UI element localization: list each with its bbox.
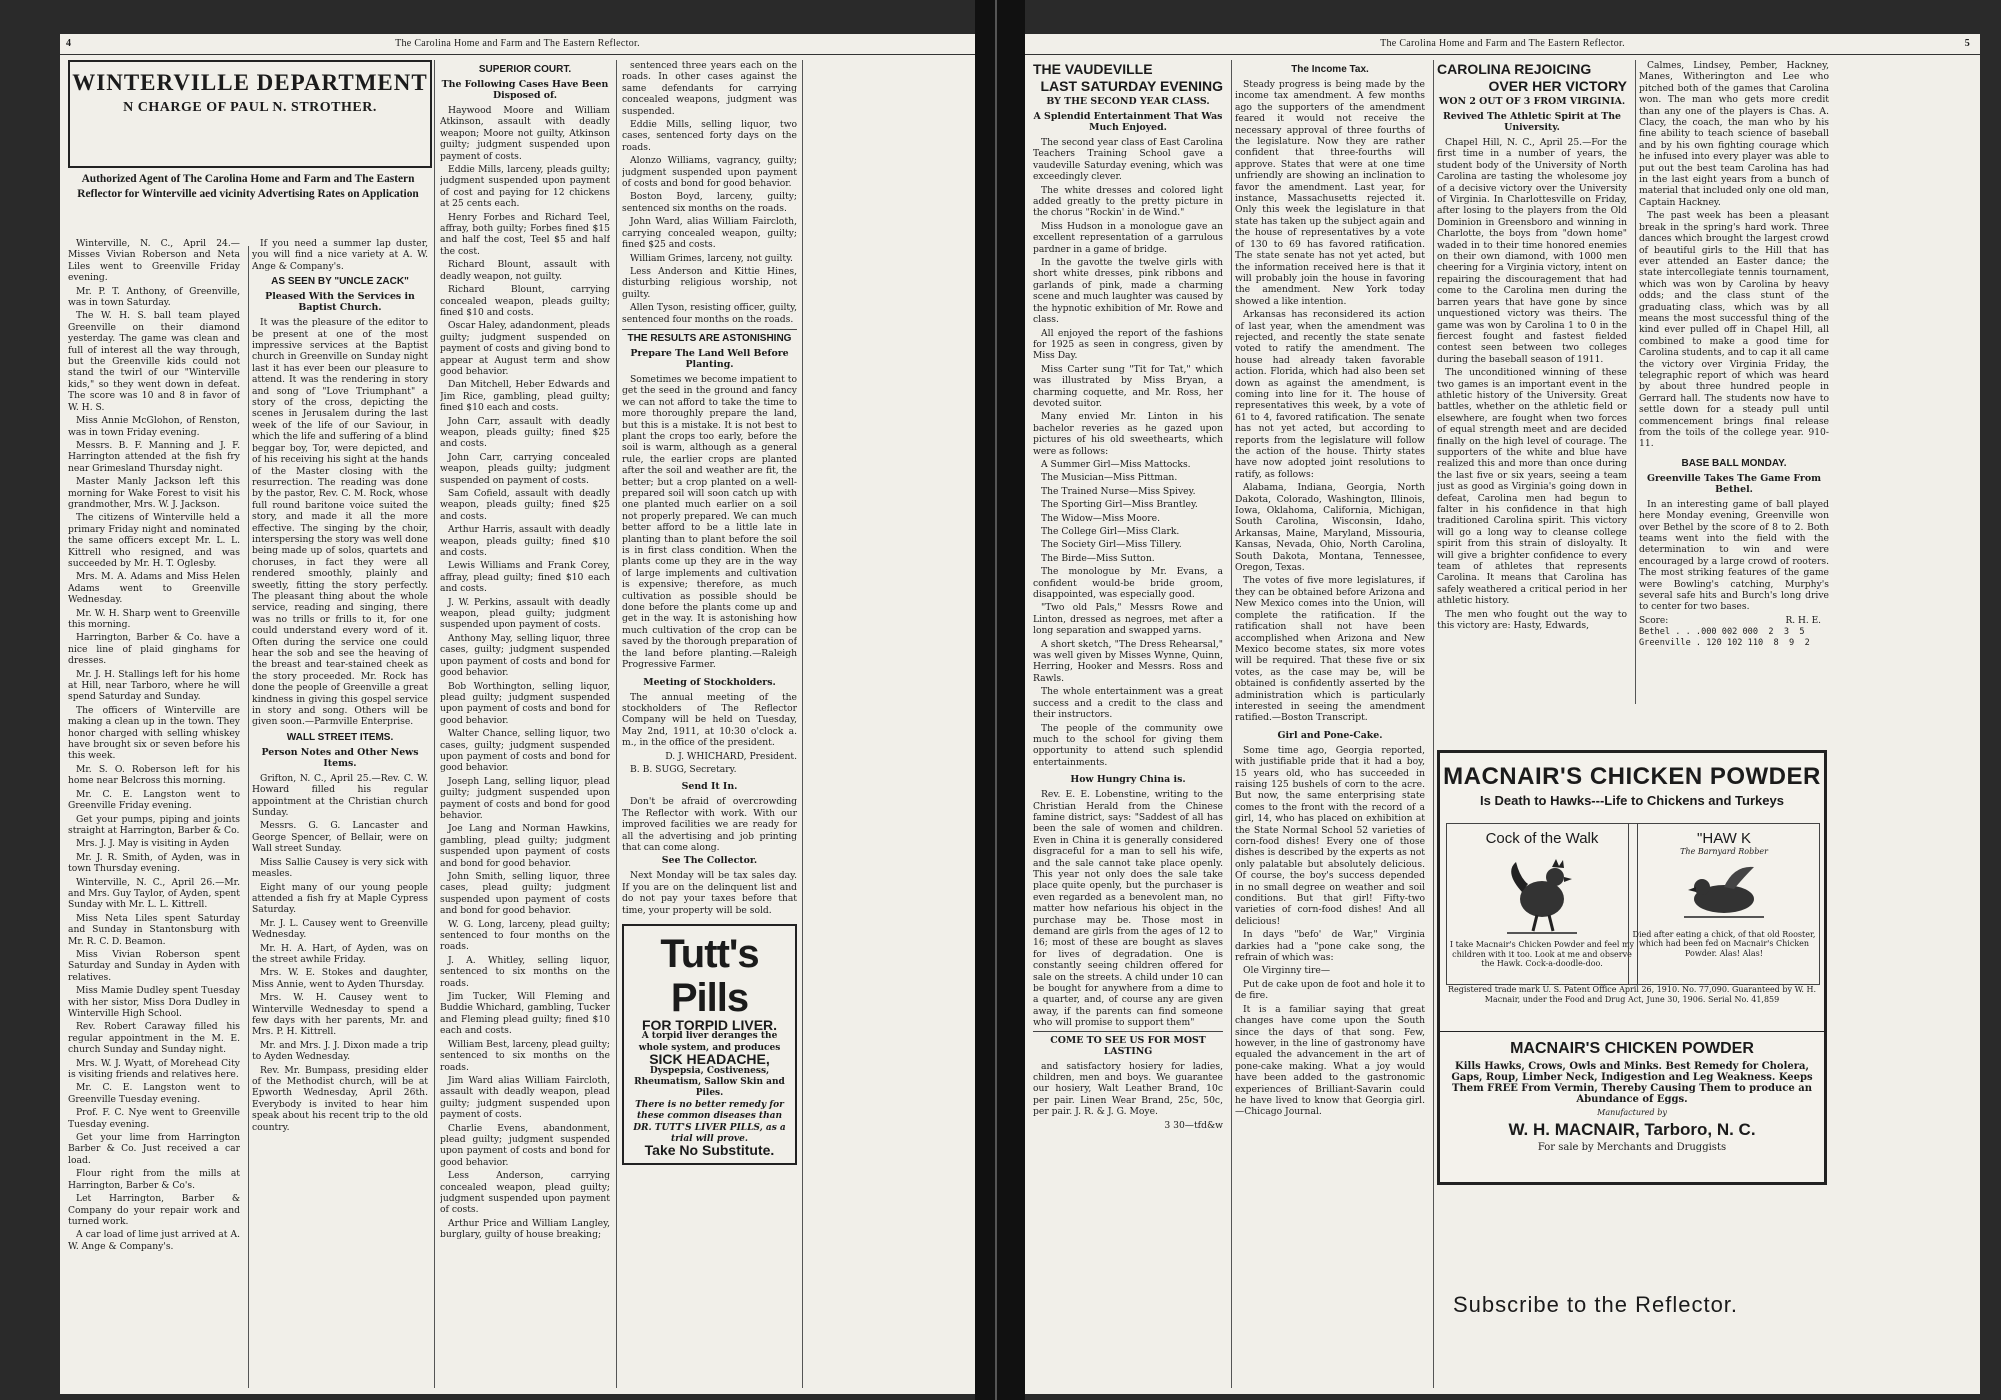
winterville-item: Harrington, Barber & Co. have a nice line of plaid ginghams for dresses. <box>68 632 240 667</box>
vaudeville-paragraph: The Birde—Miss Sutton. <box>1041 552 1155 564</box>
winterville-column-1 <box>68 238 240 1388</box>
carolina-paragraph: The past week has been a pleasant break in the spring's hard work. Three dances which brought the largest crowd of beautiful girls to the Hill that has ever attended an Easter dance; the state intercollegiate tennis tournament, which was won by Carolina by heavy odds; and the class stunt of the graduating class, which was by all means the most successful thing of the kind ever pulled off in Chapel Hill, all combined to make a good time for Carolina students, and to cap it all came the victory over Virginia Friday, the telegraphic report of which was heard by about three hundred people in Gerrard hall. The students now have to settle down for a steady pull until commencement brings final release from the toils of the college year. 910-11. <box>1639 210 1829 450</box>
vaudeville-heading-1: THE VAUDEVILLE <box>1033 61 1153 77</box>
subscribe-notice: Subscribe to the Reflector. <box>1453 1292 1739 1317</box>
hawk-panel <box>1628 823 1820 985</box>
superior-court-heading: SUPERIOR COURT. <box>478 64 572 75</box>
macnair-ad-lower <box>1437 1032 1827 1185</box>
wall-street-item: Mr. H. A. Hart, of Ayden, was on the street awhile Friday. <box>252 942 428 965</box>
winterville-item: Messrs. B. F. Manning and J. F. Harrington attended at the fish fry near Grimesland Thursday night. <box>68 439 240 474</box>
vaudeville-paragraph: A short sketch, "The Dress Rehearsal," was well given by Misses Wynne, Quinn, Herring, Hooker and Messrs. Ross and Rawls. <box>1033 638 1223 684</box>
uncle-zack-body: It was the pleasure of the editor to be present at one of the most impressive services at the Baptist church in Greenville on Sunday night last it has ever been our pleasure to attend. It was the rendering in story and song of "Love Triumphant" a story of the cross, depicting the scenes in Jerusalem during the last week of the life of our Saviour, in which the life and suffering of a blind beggar boy, Tor, were depicted, and of his receiving his sight at the hands of the Master closing with the resurrection. The reading was done by the pastor, Rev. C. M. Rock, whose full round baritone voice suited the story, and made it all the more effective. The singing by the choir, interspersing the story was well done being made up of solos, quartets and choruses, in fact they were all rendered smoothly, plainly and sweetly, fitting the story perfectly. The pleasant thing about the whole service, reading and singing, there was no trills or frills to it, for one could understand every word of it. Often during the service one could hear the sob and see the heaving of the breast and tear-stained cheek as the story proceeded. Mr. Rock has done the people of Greenville a great kindness in giving this gospel service in story and song. Others will be given soon.—Parmville Enterprise. <box>252 317 428 728</box>
winterville-item: Mrs. W. J. Wyatt, of Morehead City is visiting friends and relatives here. <box>68 1057 240 1081</box>
court-case: Allen Tyson, resisting officer, guilty, sentenced four months on the roads. <box>622 302 797 325</box>
left-newspaper-page <box>60 34 975 1394</box>
results-subheading: Prepare The Land Well Before Planting. <box>630 347 789 370</box>
cock-panel-title: Cock of the Walk <box>1485 830 1599 847</box>
running-head-left <box>60 38 975 55</box>
winterville-item: Master Manly Jackson left this morning for Wake Forest to visit his grandmother, Mrs. W. J. Jackson. <box>68 476 240 510</box>
hawk-illustration <box>1674 857 1774 927</box>
vaudeville-paragraph: Miss Hudson in a monologue gave an excellent representation of a garrulous pardner in a game of bridge. <box>1033 220 1223 255</box>
hawk-panel-title: "HAW K <box>1697 830 1751 847</box>
carolina-paragraph: The men who fought out the way to this victory are: Hasty, Edwards, <box>1437 608 1627 632</box>
page-number-right: 5 <box>1964 38 1970 49</box>
court-case: J. W. Perkins, assault with deadly weapon, plead guilty; judgment suspended upon payment of costs. <box>440 596 610 631</box>
tutts-line-6: Take No Substitute. <box>644 1142 775 1159</box>
winterville-column-2 <box>252 238 428 1388</box>
wall-street-item: Eight many of our young people attended a fish fry at Maple Cypress Saturday. <box>252 881 428 916</box>
income-tax-paragraph: The votes of five more legislatures, if they can be obtained before Arizona and New Mexico comes into the Union, will complete the ratification. If the ratification shall not have been accomplished when Arizona and New Mexico become states, six more votes will be required. That these five or six votes, as the case may be, will be obtained is confidently asserted by the administration which is particularly interested in seeing the amendment ratified.—Boston Transcript. <box>1235 575 1425 724</box>
court-case: Arthur Harris, assault with deadly weapon, pleads guilty; fined $10 and costs. <box>440 524 610 559</box>
court-case: Alonzo Williams, vagrancy, guilty; judgment suspended upon payment of costs and bond for good behavior. <box>622 155 797 190</box>
macnair-tagline: Is Death to Hawks---Life to Chickens and Turkeys <box>1480 793 1784 808</box>
stockholders-president: D. J. WHICHARD, President. <box>665 750 797 762</box>
vaudeville-paragraph: The Trained Nurse—Miss Spivey. <box>1041 485 1196 497</box>
uncle-zack-subheading: Pleased With the Services in Baptist Church. <box>265 291 415 314</box>
vaudeville-paragraph: A Summer Girl—Miss Mattocks. <box>1041 458 1191 470</box>
tutts-line-5: There is no better remedy for these common diseases than DR. TUTT'S LIVER PILLS, as a trial will prove. <box>633 1099 786 1145</box>
carolina-heading-1: CAROLINA REJOICING <box>1437 61 1592 77</box>
wall-street-item: Mr. J. L. Causey went to Greenville Wednesday. <box>252 917 428 941</box>
winterville-item: A car load of lime just arrived at A. W. Ange & Company's. <box>68 1229 240 1252</box>
court-case: Arthur Price and William Langley, burglary, guilty of house breaking; <box>440 1217 610 1241</box>
court-case: Richard Blount, assault with deadly weapon, not guilty. <box>440 259 610 282</box>
winterville-item: Rev. Robert Caraway filled his regular appointment in the M. E. church Sunday and Sunday night. <box>68 1021 240 1056</box>
income-tax-paragraph: Arkansas has reconsidered its action of last year, when the amendment was rejected, and recently the state senate voted to ratify the amendment. The house had already taken favorable action. Florida, which had also been set down as against the amendment, is coming into line for it. The house of representatives this week, by a vote of 61 to 4, favored ratification. The senate has not yet acted, but according to reports from the legislature will follow the action of the house. Thirty states have now adopted joint resolutions to ratify, as follows: <box>1235 309 1425 480</box>
china-body: Rev. E. E. Lobenstine, writing to the Christian Herald from the Chinese famine district, says: "Saddest of all has been the sale of women and children. Even in China it is generally considered disgraceful for a man to sell his wife, and the sale cannot take place openly. This year not only does the sale take place quite openly, but the purchaser is even regarded as a benevolent man, no matter how nefarious his object in the purchase may be. Those most in demand are girls from the ages of 12 to 16; most of these are bought as slaves for lives of degradation. One is constantly seeing children offered for sale on the streets. A child under 10 can be bought for anywhere from a dime to a quarter, and, of course any are given away, if the parents can find someone who will promise to support them" <box>1033 789 1223 1029</box>
score-columns: R. H. E. <box>1785 615 1821 626</box>
winterville-subtitle: N CHARGE OF PAUL N. STROTHER. <box>123 100 377 115</box>
winterville-item: The citizens of Winterville held a primary Friday night and nominated the same officers except Mr. L. L. Kittrell who resigned, and was succeeded by Mr. H. T. Oglesby. <box>68 512 240 569</box>
vaudeville-paragraph: The Society Girl—Miss Tillery. <box>1041 539 1182 551</box>
wall-street-heading: WALL STREET ITEMS. <box>286 731 394 743</box>
column-rule <box>1635 60 1636 704</box>
pone-cake-paragraph: Ole Virginny tire— <box>1243 965 1331 977</box>
cock-panel-caption: I take Macnair's Chicken Powder and feel my children with it too. Look at me and observe the Hawk. Cock-a-doodle-doo. <box>1449 940 1635 968</box>
court-case: Sam Cofield, assault with deadly weapon, pleads guilty; fined $25 and costs. <box>440 488 610 522</box>
winterville-item: Prof. F. C. Nye went to Greenville Tuesday evening. <box>68 1107 240 1130</box>
baseball-heading: BASE BALL MONDAY. <box>1681 457 1787 469</box>
winterville-item: Winterville, N. C., April 26.—Mr. and Mrs. Guy Taylor, of Ayden, spent Sunday with Mr. L. L. Kittrell. <box>68 876 240 911</box>
hosiery-body: and satisfactory hosiery for ladies, children, men and boys. We guarantee our hosiery, Walt Leather Brand, 10c per pair. Linen Wear Brand, 25c, 50c, per pair. J. R. & J. G. Moye. <box>1033 1060 1223 1118</box>
court-case: Bob Worthington, selling liquor, plead guilty; judgment suspended upon payment of costs and bond for good behavior. <box>440 680 610 726</box>
court-case: Jim Tucker, Will Fleming and Buddie Whichard, gambling, Tucker and Fleming plead guilty; fined $10 each and costs. <box>440 991 610 1037</box>
court-case: Eddie Mills, larceny, pleads guilty; judgment suspended upon payment of cost and paying for 12 chickens at 25 cents each. <box>440 164 610 210</box>
court-case: John Ward, alias William Faircloth, carrying concealed weapon, guilty; fined $25 and costs. <box>622 216 797 251</box>
winterville-masthead <box>68 60 432 168</box>
pone-cake-heading: Girl and Pone-Cake. <box>1277 729 1383 741</box>
court-case: Less Anderson and Kittie Hines, disturbing religious worship, not guilty. <box>622 265 797 300</box>
column-rule <box>616 60 617 1388</box>
vaudeville-paragraph: The Musician—Miss Pittman. <box>1041 472 1178 484</box>
winterville-item: Mr. J. H. Stallings left for his home at Hill, near Tarboro, where he will spend Saturday and Sunday. <box>68 668 240 703</box>
winterville-item: Miss Annie McGlohon, of Renston, was in town Friday evening. <box>68 415 240 438</box>
carolina-paragraph: Chapel Hill, N. C., April 25.—For the first time in a number of years, the student body of the University of North Carolina are tasting the wholesome joy of a decisive victory over the University of Virginia. In Charlottesville on Friday, after losing to the players from the Old Dominion in Greensboro and winning in Charlotte, the boys from "down home" waded in to their time honored enemies on their own diamond, with 1000 men cheering for a Virginia victory, intent on repairing the discouragement that had come to the Carolina men during the barren years that have gone by since unquestioned victory was theirs. The game was won by Carolina 1 to 0 in the fiercest fought and fastest fielded contest seen between two colleges during the baseball season of 1911. <box>1437 137 1627 365</box>
pone-cake-paragraph: It is a familiar saying that great changes have come upon the South since the days of that song. Few, however, in the line of gastronomy have equaled the advancement in the art of pone-cake making. What a joy would have been added to the gastronomic experiences of Brilliant-Savarin could he have lived to know that Georgia girl.—Chicago Journal. <box>1235 1003 1425 1118</box>
column-rule <box>248 246 249 1388</box>
stockholders-heading: Meeting of Stockholders. <box>643 676 776 688</box>
macnair-title-2: MACNAIR'S CHICKEN POWDER <box>1510 1040 1754 1057</box>
pone-cake-paragraph: In days "befo' de War," Virginia darkies had a "pone cake song, the refrain of which was: <box>1235 929 1425 964</box>
results-body: Sometimes we become impatient to get the seed in the ground and fancy we can not afford to take the time to more thoroughly prepare the land, but this is a mistake. It is not best to plant the crops too early, before the soil is warm, although as a general rule, the earlier crops are planted after the soil and weather are fit, the better; but a crop planted on a well-prepared soil will soon catch up with one planted much earlier on a soil not properly prepared. We can much better afford to be a little late in planting than to plant before the soil is in first class condition. When the plants come up they are in the way of large implements and cultivation is expensive; therefore, as much cultivation as possible should be done before the plants come up and get in the way. It is astonishing how much cultivation of the crop can be saved by the thorough preparation of the land before planting.—Raleigh Progressive Farmer. <box>622 373 797 671</box>
wall-street-item: Rev. Mr. Bumpass, presiding elder of the Methodist church, will be at Epworth Wednesday, April 26th. Everybody is invited to hear him speak about his recent trip to the old country. <box>252 1064 428 1133</box>
vaudeville-paragraph: The Sporting Girl—Miss Brantley. <box>1041 499 1198 511</box>
winterville-agent-line: Authorized Agent of The Carolina Home and Farm and The Eastern Reflector for Winterville aed vicinity Advertising Rates on Application <box>77 173 419 200</box>
running-head-title-left: The Carolina Home and Farm and The Eastern Reflector. <box>395 38 640 49</box>
score-row: Bethel . . .000 002 000 2 3 5 <box>1639 627 1805 638</box>
winterville-item: Let Harrington, Barber & Company do your repair work and turned work. <box>68 1193 240 1227</box>
carolina-heading-2: OVER HER VICTORY <box>1488 78 1627 94</box>
china-heading: How Hungry China is. <box>1070 774 1186 786</box>
carolina-sub-2: Revived The Athletic Spirit at The University. <box>1442 111 1622 133</box>
court-case: Eddie Mills, selling liquor, two cases, sentenced forty days on the roads. <box>622 119 797 153</box>
stockholders-secretary: B. B. SUGG, Secretary. <box>630 763 737 775</box>
winterville-item: Miss Mamie Dudley spent Tuesday with her sistor, Miss Dora Dudley in Winterville High School. <box>68 985 240 1019</box>
court-case: Haywood Moore and William Atkinson, assault with deadly weapon; Moore not guilty, Atkinson guilty; judgment suspended upon payment of costs. <box>440 105 610 162</box>
collector-body: Next Monday will be tax sales day. If you are on the delinquent list and do not pay your taxes before that time, your property will be sold. <box>622 870 797 916</box>
court-case: Less Anderson, carrying concealed weapon, plead guilty; judgment suspended upon payment of costs. <box>440 1170 610 1216</box>
wall-street-subheading: Person Notes and Other News Items. <box>261 746 419 769</box>
winterville-item: Miss Vivian Roberson spent Saturday and Sunday in Ayden with relatives. <box>68 948 240 983</box>
stockholders-body: The annual meeting of the stockholders of The Reflector Company will be held on Tuesday, May 2nd, 1911, at 10:30 o'clock a. m., in the office of the president. <box>622 691 797 749</box>
vaudeville-paragraph: "Two old Pals," Messrs Rowe and Linton, dressed as negroes, met after a long separation and swapped yarns. <box>1033 602 1223 637</box>
page-number-left: 4 <box>66 38 72 49</box>
vaudeville-paragraph: In the gavotte the twelve girls with short white dresses, pink ribbons and garlands of pink, made a charming scene and much laughter was caused by the hypnotic exhibition of Mr. Rowe and class. <box>1033 257 1223 326</box>
collector-heading: See The Collector. <box>661 855 758 867</box>
score-row: Greenville . 120 102 110 8 9 2 <box>1639 638 1810 649</box>
tutts-pills-ad <box>622 924 797 1165</box>
macnair-sale: For sale by Merchants and Druggists <box>1537 1141 1727 1153</box>
vaudeville-paragraph: The people of the community owe much to the school for giving them opportunity to attend such splendid entertainments. <box>1033 722 1223 768</box>
winterville-item: Mr. C. E. Langston went to Greenville Friday evening. <box>68 788 240 812</box>
court-case: Joseph Lang, selling liquor, plead guilty; judgment suspended upon payment of costs and bond for good behavior. <box>440 775 610 821</box>
vaudeville-sub-2: A Splendid Entertainment That Was Much Enjoyed. <box>1033 111 1223 133</box>
superior-court-subheading: The Following Cases Have Been Disposed of. <box>441 79 609 101</box>
winterville-item: Mr. W. H. Sharp went to Greenville this morning. <box>68 607 240 630</box>
court-continued-column <box>622 60 797 1388</box>
winterville-item: Mr. S. O. Roberson left for his home near Belcross this morning. <box>68 763 240 787</box>
court-case: William Best, larceny, plead guilty; sentenced to six months on the roads. <box>440 1038 610 1073</box>
macnair-chicken-powder-ad <box>1437 750 1827 1034</box>
court-case: Charlie Evens, abandonment, plead guilty; judgment suspended upon payment of costs and bond for good behavior. <box>440 1122 610 1168</box>
carolina-column <box>1437 60 1627 758</box>
macnair-mfd: Manufactured by <box>1597 1108 1667 1117</box>
income-tax-heading: The Income Tax. <box>1291 64 1369 75</box>
results-heading: THE RESULTS ARE ASTONISHING <box>622 329 797 345</box>
winterville-item: Get your lime from Harrington Barber & Co. Just received a car load. <box>68 1132 240 1166</box>
hawk-panel-subtitle: The Barnyard Robber <box>1680 847 1768 856</box>
macnair-claims: Kills Hawks, Crows, Owls and Minks. Best Remedy for Cholera, Gaps, Roup, Limber Neck, Indigestion and Leg Weakness. Keeps Them FREE From Vermin, Thereby Causing Them to produce an Abundance of Eggs. <box>1451 1061 1813 1105</box>
court-case: John Carr, assault with deadly weapon, pleads guilty; fined $25 and costs. <box>440 415 610 450</box>
carolina-paragraph: Calmes, Lindsey, Pember, Hackney, Manes, Witherington and Lee who pitched both of the games that Carolina won. The man who gets more credit than any one of the players is Chas. A. Clacy, the coach, the man who by his fine ability to teach science of baseball and by his own fighting courage which he infused into every player was able to put out the best team Carolina has had in the last eight years from a bunch of material that included only one old man, Captain Hackney. <box>1639 60 1829 208</box>
vaudeville-paragraph: The monologue by Mr. Evans, a confident would-be bride groom, disappointed, was especially good. <box>1033 566 1223 601</box>
winterville-item: Miss Neta Liles spent Saturday and Sunday in Stantonsburg with Mr. R. C. D. Beamon. <box>68 912 240 947</box>
court-case: Dan Mitchell, Heber Edwards and Jim Rice, gambling, plead guilty; fined $10 each and costs. <box>440 379 610 414</box>
vaudeville-paragraph: All enjoyed the report of the fashions for 1925 as seen in congress, given by Miss Day. <box>1033 327 1223 362</box>
rooster-illustration <box>1497 847 1587 937</box>
vaudeville-heading-2: LAST SATURDAY EVENING <box>1040 78 1223 94</box>
winterville-item: The W. H. S. ball team played Greenville on their diamond yesterday. The game was clean and full of interest all the way through, but the Greenville kids could not stand the twirl of our "Winterville kids," so they went down in defeat. The score was 10 and 8 in favor of W. H. S. <box>68 310 240 413</box>
winterville-title: WINTERVILLE DEPARTMENT <box>72 70 428 95</box>
tutts-line-3: SICK HEADACHE, <box>649 1051 770 1068</box>
hosiery-heading: COME TO SEE US FOR MOST LASTING <box>1033 1031 1223 1057</box>
court-case: sentenced three years each on the roads. In other cases against the same defendants for carrying concealed weapons, judgment was suspended. <box>622 60 797 117</box>
score-label: Score: <box>1639 615 1669 626</box>
court-case: John Smith, selling liquor, three cases, plead guilty; judgment suspended upon payment of costs and bond for good behavior. <box>440 871 610 917</box>
send-it-body: Don't be afraid of overcrowding The Reflector with work. With our improved facilities we are ready for all the advertising and job printing that can come along. <box>622 796 797 853</box>
column-rule <box>434 60 435 1388</box>
carolina-paragraph: The unconditioned winning of these two games is an important event in the athletic history of the University. Great battles, whether on the athletic field or elsewhere, are fought when two forces of equal strength meet and are decided finally on the high level of courage. The supporters of the white and blue have realized this and more than once during the last five or six years, seeing a team just as good as Virginia's going down in defeat, Carolina men had begun to falter in his confidence in that high traditioned Carolina spirit. This victory will go a long way to cleanse college spirit from this strain of disloyalty. It will give a brighter confidence to every team of athletes that represents Carolina. It means that Carolina has safely weathered a critical period in her athletic history. <box>1437 367 1627 607</box>
vaudeville-sub-1: BY THE SECOND YEAR CLASS. <box>1046 96 1210 107</box>
right-newspaper-page <box>1025 34 1980 1394</box>
column-rule <box>802 60 803 1388</box>
lap-duster-notice: If you need a summer lap duster, you will find a nice variety at A. W. Ange & Company's. <box>252 238 428 272</box>
superior-court-column <box>440 60 610 1388</box>
winterville-item: Mr. J. R. Smith, of Ayden, was in town Thursday evening. <box>68 851 240 875</box>
vaudeville-paragraph: The College Girl—Miss Clark. <box>1041 526 1180 537</box>
wall-street-item: Mr. and Mrs. J. J. Dixon made a trip to Ayden Wednesday. <box>252 1039 428 1063</box>
vaudeville-paragraph: Miss Carter sung "Tit for Tat," which was illustrated by Miss Bryan, a charming coquette, and Mr. Ross, her devoted suitor. <box>1033 363 1223 409</box>
hawk-panel-caption: Died after eating a chick, of that old Rooster, which had been fed on Macnair's Chicken Powder. Alas! Alas! <box>1632 929 1816 958</box>
court-case: Anthony May, selling liquor, three cases, guilty; judgment suspended upon payment of costs and bond for good behavior. <box>440 632 610 679</box>
running-head-right <box>1025 38 1980 55</box>
court-case: William Grimes, larceny, not guilty. <box>630 252 793 264</box>
cock-of-the-walk-panel <box>1446 823 1638 985</box>
pone-cake-paragraph: Some time ago, Georgia reported, with justifiable pride that it had a boy, 15 years old, who has succeeded in raising 125 bushels of corn to the acre. But now, the same enterprising state comes to the front with the record of a girl, 14, who has placed on exhibition at the State Normal School 52 varieties of corn-food dishes! Every one of those dishes is described by the experts as not only palatable but absolutely delicious. Of course, the boy's success depended in no small degree on weather and soil conditions. But that girl! Fifty-two varieties of corn-food dishes! And all delicious! <box>1235 744 1425 927</box>
carolina-sub-1: WON 2 OUT OF 3 FROM VIRGINIA. <box>1438 96 1626 107</box>
winterville-item: The officers of Winterville are making a clean up in the town. They honor charged with selling whiskey have brought six or seven before his this week. <box>68 704 240 762</box>
wall-street-item: Mrs. W. H. Causey went to Winterville Wednesday to spend a few days with her parents, Mr. and Mrs. P. H. Kittrell. <box>252 992 428 1038</box>
wall-street-item: Grifton, N. C., April 25.—Rev. C. W. Howard filled his regular appointment at the Christian church Sunday. <box>252 772 428 819</box>
macnair-registration: Registered trade mark U. S. Patent Office April 26, 1910. No. 77,090. Guaranteed by W. H. Macnair, under the Food and Drug Act, June 30, 1906. Serial No. 41,859 <box>1447 985 1817 1004</box>
income-tax-column <box>1235 60 1425 1388</box>
uncle-zack-heading: AS SEEN BY "UNCLE ZACK" <box>271 276 409 288</box>
vaudeville-paragraph: The white dresses and colored light added greatly to the pretty picture in the chorus "Rockin' in de Wind." <box>1033 184 1223 219</box>
macnair-maker: W. H. MACNAIR, Tarboro, N. C. <box>1508 1119 1756 1139</box>
vaudeville-paragraph: The Widow—Miss Moore. <box>1041 512 1161 524</box>
court-case: Joe Lang and Norman Hawkins, gambling, plead guilty; judgment suspended upon payment of costs and bond for good behavior. <box>440 823 610 869</box>
wall-street-item: Miss Sallie Causey is very sick with measles. <box>252 856 428 880</box>
court-case: Boston Boyd, larceny, guilty; sentenced six months on the roads. <box>622 191 797 214</box>
running-head-title-right: The Carolina Home and Farm and The Eastern Reflector. <box>1380 38 1625 49</box>
court-case: Walter Chance, selling liquor, two cases, guilty; judgment suspended upon payment of costs and bond for good behavior. <box>440 728 610 774</box>
winterville-item: Mrs. M. A. Adams and Miss Helen Adams went to Greenville Wednesday. <box>68 571 240 606</box>
wall-street-item: Mrs. W. E. Stokes and daughter, Miss Annie, went to Ayden Thursday. <box>252 967 428 990</box>
tutts-line-2: A torpid liver deranges the whole system, and produces <box>638 1031 781 1053</box>
column-rule <box>1433 60 1434 1388</box>
court-case: Henry Forbes and Richard Teel, affray, both guilty; Forbes fined $15 and half the cost, Teel $5 and half the cost. <box>440 211 610 257</box>
court-case: Lewis Williams and Frank Corey, affray, plead guilty; fined $10 each and costs. <box>440 560 610 595</box>
winterville-item: Winterville, N. C., April 24.—Misses Vivian Roberson and Neta Liles went to Greenville Friday evening. <box>68 238 240 284</box>
winterville-item: Get your pumps, piping and joints straight at Harrington, Barber & Co. <box>68 813 240 836</box>
tutts-line-1: FOR TORPID LIVER. <box>641 1017 778 1033</box>
vaudeville-paragraph: The whole entertainment was a great success and a credit to the class and their instructors. <box>1033 686 1223 721</box>
tutts-pills-name: Tutt's Pills <box>660 932 759 1020</box>
macnair-title: MACNAIR'S CHICKEN POWDER <box>1443 763 1821 790</box>
box-score <box>1639 616 1829 649</box>
pone-cake-paragraph: Put de cake upon de foot and hole it to de fire. <box>1235 978 1425 1002</box>
winterville-item: Mr. C. E. Langston went to Greenville Tuesday evening. <box>68 1082 240 1105</box>
vaudeville-column <box>1033 60 1223 1388</box>
hosiery-code: 3 30—tfd&w <box>1164 1119 1223 1131</box>
income-tax-paragraph: Steady progress is being made by the income tax amendment. A few months ago the supporters of the amendment feared it would not receive the necessary approval of three fourths of the legislature. Now they are rather confident that three-fourths will approve. States that were at one time unfriendly are showing an inclination to favor the amendment. Last year, for instance, Massachusetts rejected it. Only this week the legislature in that state has taken up the subject again and the house of representatives by a vote of 130 to 69 has favored ratification. The state senate has not yet acted, but the information received here is that it will probably join the house in favoring the amendment. New York today showed a like intention. <box>1235 79 1425 307</box>
baseball-column <box>1639 60 1829 758</box>
send-it-heading: Send It In. <box>681 781 738 793</box>
baseball-subheading: Greenville Takes The Game From Bethel. <box>1646 472 1822 495</box>
court-case: Richard Blount, carrying concealed weapon, pleads guilty; fined $10 and costs. <box>440 284 610 318</box>
baseball-body: In an interesting game of ball played here Monday evening, Greenville won over Bethel by the score of 8 to 2. Both teams went into the field with the determination to win and were encouraged by a large crowd of rooters. The most striking features of the game were Bowling's catching, Murphy's several safe hits and Burch's long drive to center for two bases. <box>1639 498 1829 613</box>
tutts-line-4: Dyspepsia, Costiveness, Rheumatism, Sallow Skin and Piles. <box>634 1065 785 1099</box>
vaudeville-paragraph: The second year class of East Carolina Teachers Training School gave a vaudeville Saturday evening, which was exceedingly clever. <box>1033 137 1223 183</box>
winterville-item: Flour right from the mills at Harrington, Barber & Co's. <box>68 1168 240 1191</box>
court-case: J. A. Whitley, selling liquor, sentenced to six months on the roads. <box>440 954 610 989</box>
court-case: W. G. Long, larceny, plead guilty; sentenced to four months on the roads. <box>440 918 610 953</box>
court-case: Jim Ward alias William Faircloth, assault with deadly weapon, plead guilty; judgment suspended upon payment of costs. <box>440 1074 610 1121</box>
vaudeville-paragraph: Many envied Mr. Linton in his bachelor reveries as he gazed upon pictures of his old sweethearts, which were as follows: <box>1033 411 1223 457</box>
court-case: John Carr, carrying concealed weapon, pleads guilty; judgment suspended on payment of costs. <box>440 451 610 486</box>
binding-fold <box>995 0 997 1400</box>
court-case: Oscar Haley, adandonment, pleads guilty; judgment suspended on payment of costs and giving bond to appear at August term and show good behavior. <box>440 320 610 377</box>
winterville-item: Mr. P. T. Anthony, of Greenville, was in town Saturday. <box>68 285 240 309</box>
income-tax-paragraph: Alabama, Indiana, Georgia, North Dakota, Colorado, Washington, Illinois, Iowa, Oklahoma, California, Michigan, South Carolina, Wisconsin, Idaho, Arkansas, Maine, Maryland, Missouria, Kansas, Nevada, Ohio, North Carolina, South Dakota, Montana, Tennessee, Oregon, Texas. <box>1235 482 1425 574</box>
winterville-item: Mrs. J. J. May is visiting in Ayden <box>76 838 230 850</box>
wall-street-item: Messrs. G. G. Lancaster and George Spencer, of Bellair, were on Wall street Sunday. <box>252 820 428 855</box>
page-gutter <box>975 0 1025 1400</box>
column-rule <box>1231 60 1232 1388</box>
